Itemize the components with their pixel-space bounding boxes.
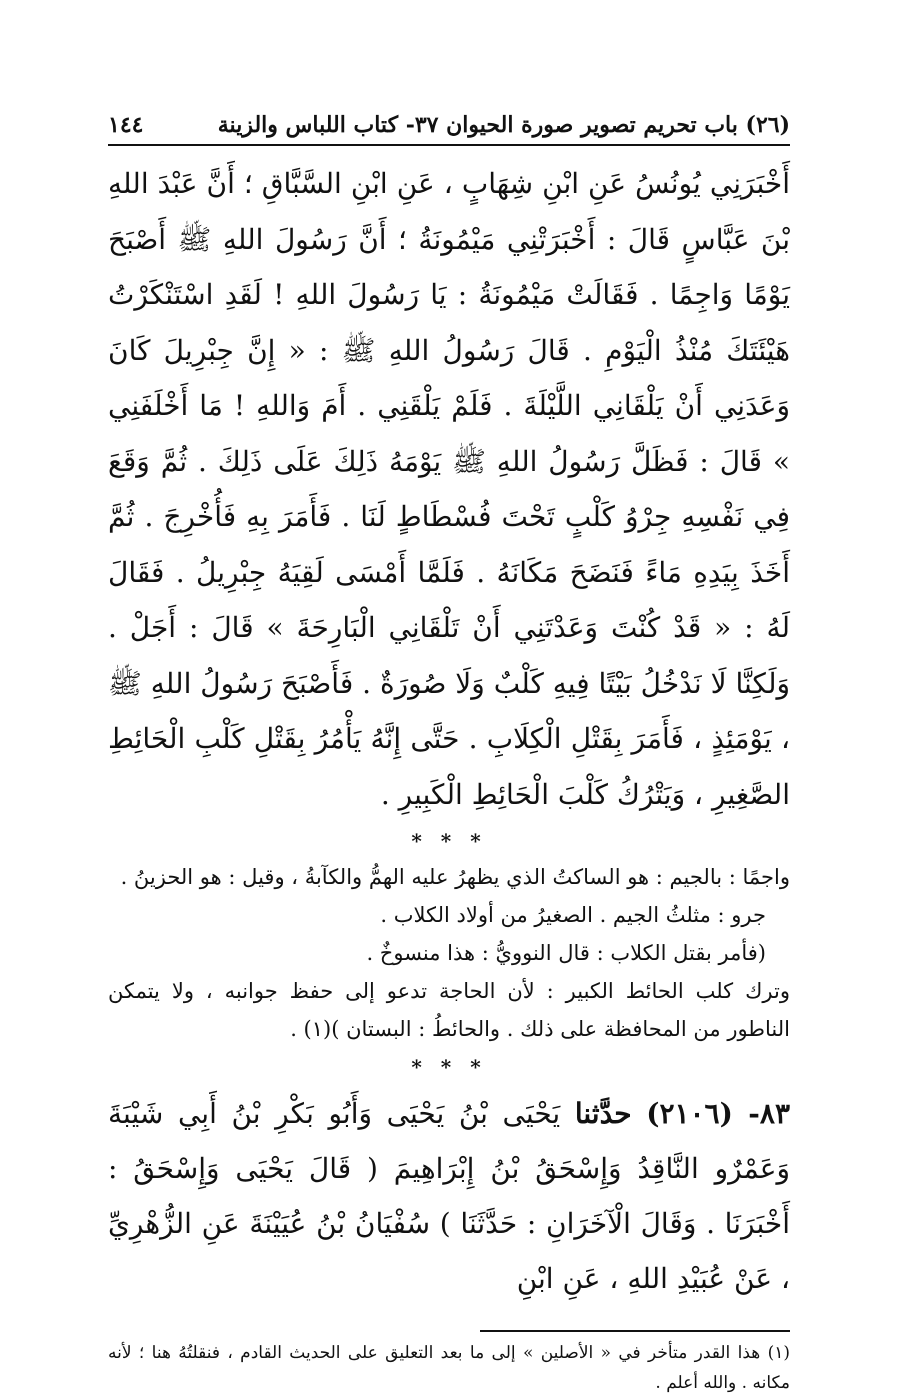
note-big-garden-dog: وترك كلب الحائط الكبير : لأن الحاجة تدعو إلى حفظ جوانبه ، ولا يتمكن الناطور من المحافظة على ذلك . والحائطُ : البستان )(١) .: [108, 979, 790, 1041]
running-header: [108, 110, 790, 146]
hadith-83-text: يَحْيَى بْنُ يَحْيَى وَأَبُو بَكْرِ بْنُ أَبِي شَيْبَةَ وَعَمْرٌو النَّاقِدُ وَإِسْحَقُ بْنُ إِبْرَاهِيمَ ( قَالَ يَحْيَى وَإِسْحَقُ : أَخْبَرَنَا . وَقَالَ الْآخَرَانِ : حَدَّثَنَا ) سُفْيَانُ بْنُ عُيَيْنَةَ عَنِ الزُّهْرِيِّ ، عَنْ عُبَيْدِ اللهِ ، عَنِ ابْنِ: [108, 1097, 790, 1295]
footnote: (١) هذا القدر متأخر في « الأصلين » إلى ما بعد التعليق على الحديث القادم ، فنقلتُهُ هنا ؛ لأنه مكانه . والله أعلم .: [108, 1343, 790, 1393]
section-separator: * * *: [411, 829, 487, 853]
note-killing-dogs: (فأمر بقتل الكلاب : قال النوويُّ : هذا منسوخٌ .: [366, 941, 766, 965]
commentary-notes: [108, 858, 790, 1048]
hadith-verb: حدَّثنا: [574, 1097, 632, 1130]
book-page: [108, 110, 790, 1398]
page-number: ١٤٤: [108, 112, 144, 138]
section-separator-2: * * *: [411, 1055, 487, 1079]
hadith-83: [108, 1086, 790, 1306]
note-jirw: جرو : مثلثُ الجيم . الصغيرُ من أولاد الكلاب .: [380, 903, 766, 927]
footnote-divider: [480, 1330, 790, 1332]
header-title: (٢٦) باب تحريم تصوير صورة الحيوان ٣٧- كتاب اللباس والزينة: [217, 112, 790, 138]
hadith-text: أَخْبَرَنِي يُونُسُ عَنِ ابْنِ شِهَابٍ ، عَنِ ابْنِ السَّبَّاقِ ؛ أَنَّ عَبْدَ اللهِ بْنَ عَبَّاسٍ قَالَ : أَخْبَرَتْنِي مَيْمُونَةُ ؛ أَنَّ رَسُولَ اللهِ ﷺ أَصْبَحَ يَوْمًا وَاجِمًا . فَقَالَتْ مَيْمُونَةُ : يَا رَسُولَ اللهِ ! لَقَدِ اسْتَنْكَرْتُ هَيْئَتَكَ مُنْذُ الْيَوْمِ . قَالَ رَسُولُ اللهِ ﷺ : « إِنَّ جِبْرِيلَ كَانَ وَعَدَنِي أَنْ يَلْقَانِي اللَّيْلَةَ . فَلَمْ يَلْقَنِي . أَمَ وَاللهِ ! مَا أَخْلَفَنِي » قَالَ : فَظَلَّ رَسُولُ اللهِ ﷺ يَوْمَهُ ذَلِكَ عَلَى ذَلِكَ . ثُمَّ وَقَعَ فِي نَفْسِهِ جِرْوُ كَلْبٍ تَحْتَ فُسْطَاطٍ لَنَا . فَأَمَرَ بِهِ فَأُخْرِجَ . ثُمَّ أَخَذَ بِيَدِهِ مَاءً فَنَضَحَ مَكَانَهُ . فَلَمَّا أَمْسَى لَقِيَهُ جِبْرِيلُ . فَقَالَ لَهُ : « قَدْ كُنْتَ وَعَدْتَنِي أَنْ تَلْقَانِي الْبَارِحَةَ » قَالَ : أَجَلْ . وَلَكِنَّا لَا نَدْخُلُ بَيْتًا فِيهِ كَلْبٌ وَلَا صُورَةٌ . فَأَصْبَحَ رَسُولُ اللهِ ﷺ ، يَوْمَئِذٍ ، فَأَمَرَ بِقَتْلِ الْكِلَابِ . حَتَّى إِنَّهُ يَأْمُرُ بِقَتْلِ كَلْبِ الْحَائِطِ الصَّغِيرِ ، وَيَتْرُكُ كَلْبَ الْحَائِطِ الْكَبِيرِ .: [108, 167, 790, 811]
hadith-number: ٨٣- (٢١٠٦): [646, 1097, 790, 1130]
note-wajiman: واجمًا : بالجيم : هو الساكتُ الذي يظهرُ عليه الهمُّ والكآبةُ ، وقيل : هو الحزينُ .: [120, 865, 790, 889]
